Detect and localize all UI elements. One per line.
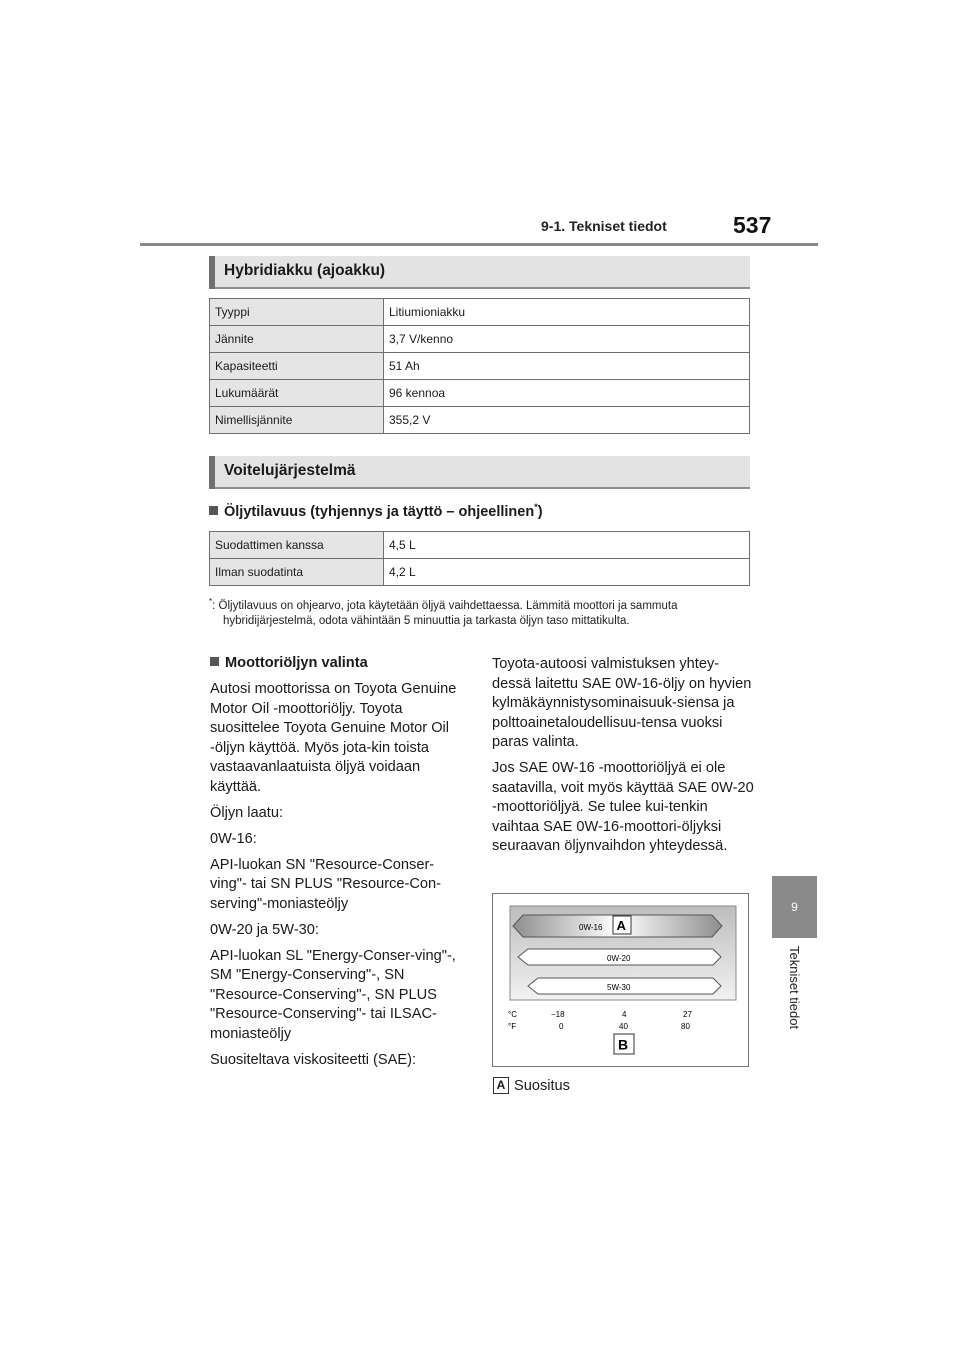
page-number: 537	[733, 212, 772, 238]
unit-celsius: °C	[508, 1010, 517, 1019]
paragraph: Öljyn laatu:	[210, 804, 284, 821]
table-row	[210, 532, 750, 559]
section-title: 9-1. Tekniset tiedot	[541, 218, 667, 234]
cell-label: Kapasiteetti	[210, 353, 384, 380]
grade-label: 0W-16	[579, 923, 603, 932]
chapter-tab-label: Tekniset tiedot	[787, 946, 802, 1030]
axis-marker: B	[618, 1036, 629, 1053]
fahrenheit-tick: 80	[681, 1022, 690, 1031]
hybrid-battery-table	[209, 298, 750, 434]
paragraph: 0W-20 ja 5W-30:	[210, 921, 319, 938]
grade-label: 5W-30	[607, 983, 631, 992]
unit-fahrenheit: °F	[508, 1022, 517, 1031]
cell-value: Litiumioniakku	[384, 299, 750, 326]
table-row	[210, 380, 750, 407]
legend-text: Suositus	[514, 1078, 570, 1094]
footnote-ref: *	[534, 502, 538, 512]
oil-selection-right-column	[492, 655, 754, 863]
fahrenheit-tick: 0	[559, 1022, 564, 1031]
cell-label: Jännite	[210, 326, 384, 353]
cell-label: Lukumäärät	[210, 380, 384, 407]
hybrid-battery-heading	[209, 256, 750, 289]
legend-marker: A	[493, 1077, 509, 1094]
footnote	[209, 594, 754, 629]
table-row	[210, 353, 750, 380]
chapter-tab-number: 9	[791, 900, 798, 914]
cell-value: 51 Ah	[384, 353, 750, 380]
lubrication-title: Voitelujärjestelmä	[224, 462, 356, 479]
grade-label: 0W-20	[607, 954, 631, 963]
chapter-tab[interactable]	[772, 876, 817, 938]
paragraph: 0W-16:	[210, 830, 257, 847]
paragraph: Toyota-autoosi valmistuksen yhtey-dessä laitettu SAE 0W-16-öljy on hyvien kylmäkäynnistysominaisuuk-siensa ja polttoainetaloudellisuu-tensa vuoksi paras valinta.	[492, 656, 752, 750]
footnote-text: : Öljytilavuus on ohjearvo, jota käytetään öljyä vaihdettaessa. Lämmitä moottori ja sammuta hybridijärjestelmä, odota vähintään 5 minuuttia ja tarkasta öljyn taso mittatikulta.	[212, 599, 678, 627]
square-bullet-icon	[210, 657, 219, 666]
oil-capacity-heading-end: )	[537, 503, 543, 520]
header-divider	[140, 243, 818, 246]
oil-capacity-heading	[209, 502, 543, 520]
cell-label: Suodattimen kanssa	[210, 532, 384, 559]
table-row	[210, 299, 750, 326]
paragraph: API-luokan SL "Energy-Conser-ving"-, SM "Energy-Conserving"-, SN "Resource-Conserving"-, SN PLUS "Resource-Conserving"- tai ILSAC-moniasteöljy	[210, 947, 456, 1042]
oil-capacity-table	[209, 531, 750, 586]
lubrication-heading	[209, 456, 750, 489]
cell-value: 355,2 V	[384, 407, 750, 434]
cell-value: 96 kennoa	[384, 380, 750, 407]
footnote-marker: *	[209, 597, 213, 606]
recommended-marker: A	[616, 918, 626, 933]
paragraph: Jos SAE 0W-16 -moottoriöljyä ei ole saatavilla, voit myös käyttää SAE 0W-20 -moottoriöljyä. Se tulee kui-tenkin vaihtaa SAE 0W-16-moottori-öljyksi seuraavan öljynvaihdon yhteydessä.	[492, 760, 754, 854]
cell-value: 4,5 L	[384, 532, 750, 559]
diagram-legend	[493, 1077, 570, 1094]
table-row	[210, 326, 750, 353]
celsius-tick: 27	[683, 1010, 692, 1019]
oil-selection-left-column	[210, 654, 470, 1077]
table-row	[210, 407, 750, 434]
oil-capacity-heading-text: Öljytilavuus (tyhjennys ja täyttö – ohjeellinen	[224, 503, 535, 520]
table-row	[210, 559, 750, 586]
oil-selection-heading	[210, 654, 470, 674]
paragraph: Suositeltava viskositeetti (SAE):	[210, 1051, 417, 1068]
celsius-tick: −18	[551, 1010, 565, 1019]
oil-selection-heading-text: Moottoriöljyn valinta	[225, 655, 368, 671]
cell-label: Tyyppi	[210, 299, 384, 326]
viscosity-chart	[493, 894, 748, 1066]
viscosity-diagram	[492, 893, 749, 1067]
cell-label: Ilman suodatinta	[210, 559, 384, 586]
fahrenheit-tick: 40	[619, 1022, 628, 1031]
paragraph: API-luokan SN "Resource-Conser-ving"- tai SN PLUS "Resource-Con-serving"-moniasteöljy	[210, 856, 441, 912]
celsius-tick: 4	[622, 1010, 627, 1019]
cell-value: 4,2 L	[384, 559, 750, 586]
hybrid-battery-title: Hybridiakku (ajoakku)	[224, 262, 386, 279]
paragraph: Autosi moottorissa on Toyota Genuine Motor Oil -moottoriöljy. Toyota suosittelee Toyota Genuine Motor Oil -öljyn käyttöä. Myös jota-kin toista vastaavanlaatuista öljyä voidaan käyttää.	[210, 681, 457, 795]
cell-label: Nimellisjännite	[210, 407, 384, 434]
square-bullet-icon	[209, 506, 218, 515]
cell-value: 3,7 V/kenno	[384, 326, 750, 353]
